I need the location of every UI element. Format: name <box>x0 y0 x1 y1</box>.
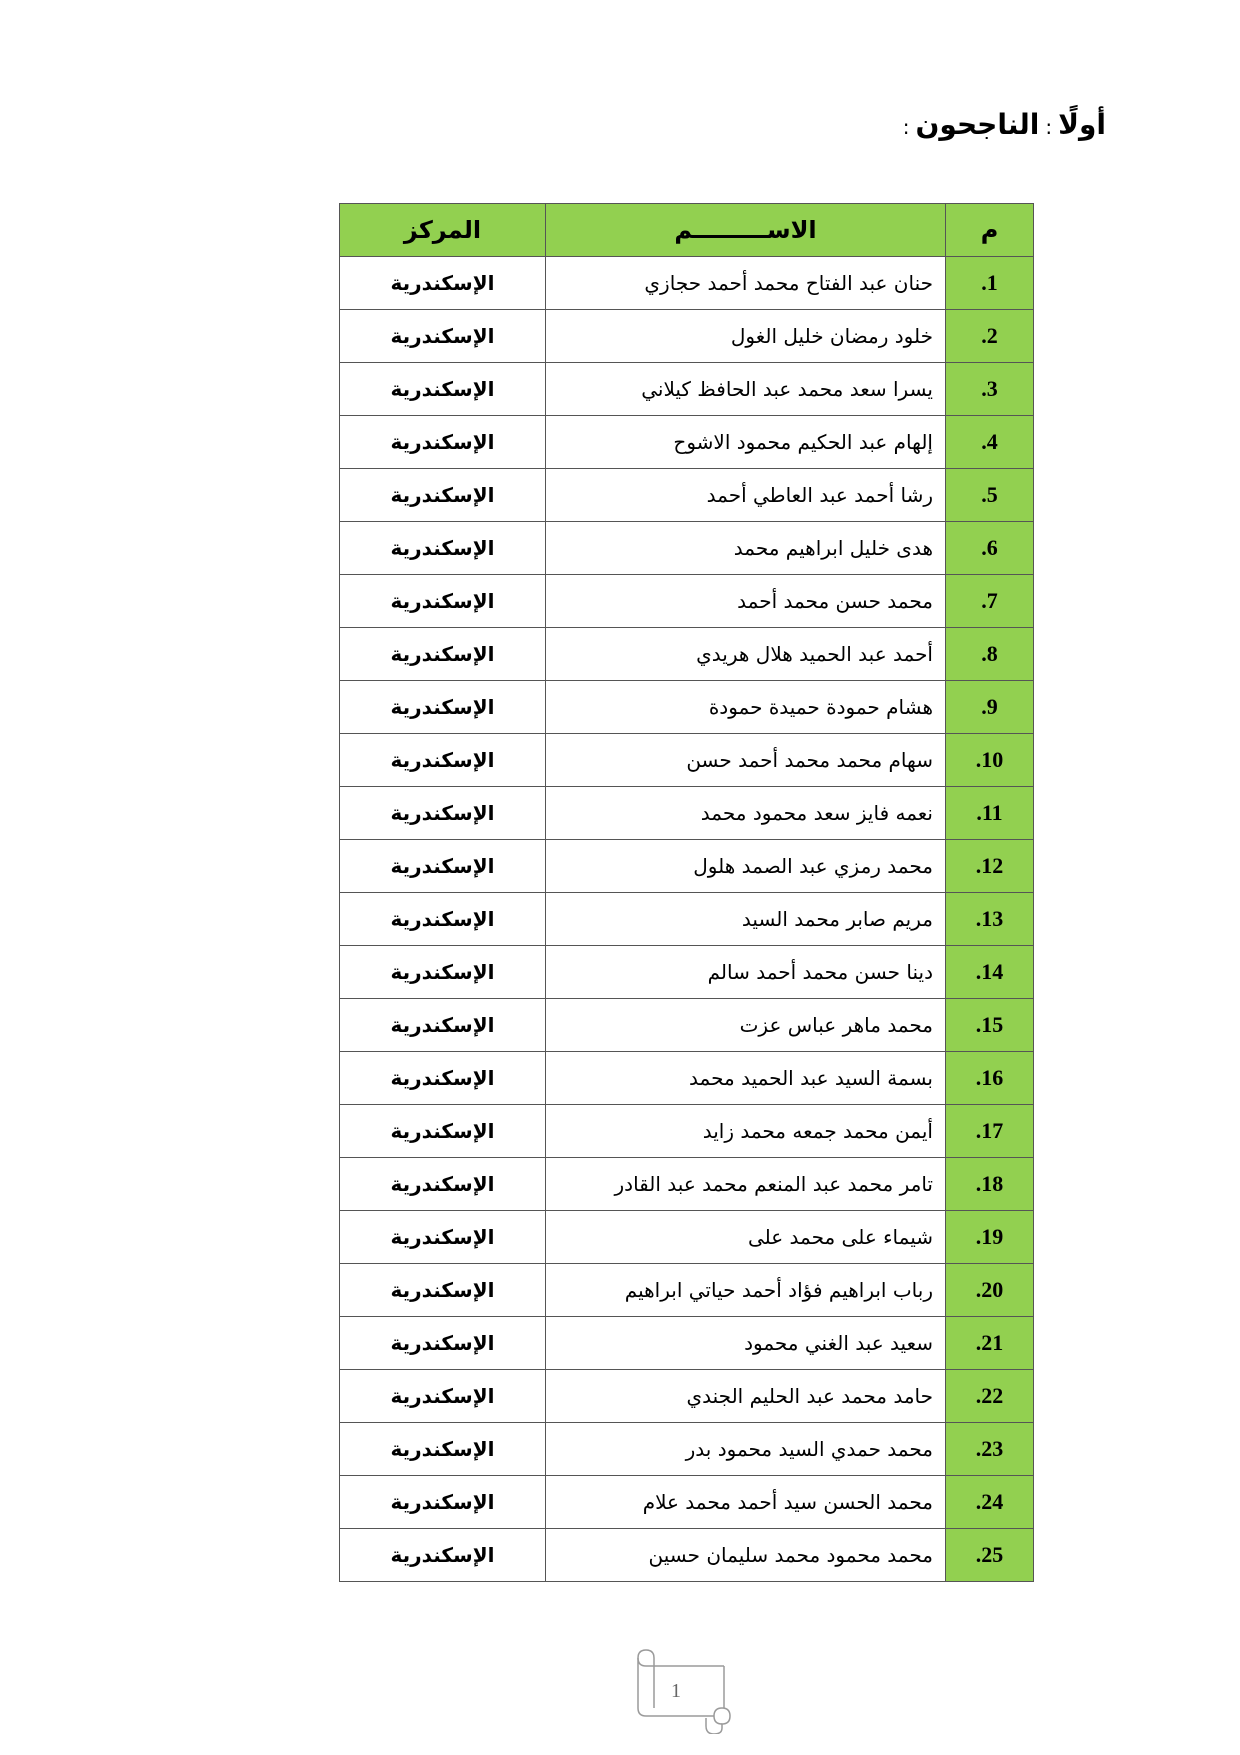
row-center: الإسكندرية <box>340 416 546 469</box>
row-number: 9. <box>946 681 1034 734</box>
row-center: الإسكندرية <box>340 1105 546 1158</box>
table-row <box>340 522 1034 575</box>
table-header-row <box>340 204 1034 257</box>
row-number: 4. <box>946 416 1034 469</box>
table-row <box>340 946 1034 999</box>
row-name: يسرا سعد محمد عبد الحافظ كيلاني <box>546 363 946 416</box>
row-center: الإسكندرية <box>340 1529 546 1582</box>
row-name: سهام محمد محمد أحمد حسن <box>546 734 946 787</box>
row-center: الإسكندرية <box>340 1211 546 1264</box>
row-name: محمد حمدي السيد محمود بدر <box>546 1423 946 1476</box>
header-name: الاســـــــــم <box>546 204 946 257</box>
row-number: 20. <box>946 1264 1034 1317</box>
heading-separator: : <box>1045 115 1053 139</box>
row-name: محمد ماهر عباس عزت <box>546 999 946 1052</box>
row-name: رباب ابراهيم فؤاد أحمد حياتي ابراهيم <box>546 1264 946 1317</box>
row-center: الإسكندرية <box>340 469 546 522</box>
heading-title: الناجحون <box>915 108 1040 141</box>
row-center: الإسكندرية <box>340 257 546 310</box>
row-number: 21. <box>946 1317 1034 1370</box>
row-name: حنان عبد الفتاح محمد أحمد حجازي <box>546 257 946 310</box>
table-row <box>340 1529 1034 1582</box>
table-row <box>340 1317 1034 1370</box>
row-number: 22. <box>946 1370 1034 1423</box>
row-center: الإسكندرية <box>340 522 546 575</box>
row-number: 3. <box>946 363 1034 416</box>
row-name: أحمد عبد الحميد هلال هريدي <box>546 628 946 681</box>
row-name: مريم صابر محمد السيد <box>546 893 946 946</box>
row-number: 23. <box>946 1423 1034 1476</box>
row-number: 17. <box>946 1105 1034 1158</box>
row-name: نعمه فايز سعد محمود محمد <box>546 787 946 840</box>
row-name: أيمن محمد جمعه محمد زايد <box>546 1105 946 1158</box>
table-row <box>340 1158 1034 1211</box>
row-name: شيماء على محمد على <box>546 1211 946 1264</box>
row-name: حامد محمد عبد الحليم الجندي <box>546 1370 946 1423</box>
row-center: الإسكندرية <box>340 1370 546 1423</box>
row-name: محمد حسن محمد أحمد <box>546 575 946 628</box>
table-row <box>340 734 1034 787</box>
row-number: 8. <box>946 628 1034 681</box>
table-row <box>340 1370 1034 1423</box>
row-number: 25. <box>946 1529 1034 1582</box>
table-row <box>340 469 1034 522</box>
table-row <box>340 1211 1034 1264</box>
row-number: 2. <box>946 310 1034 363</box>
table-row <box>340 1476 1034 1529</box>
row-center: الإسكندرية <box>340 840 546 893</box>
row-number: 18. <box>946 1158 1034 1211</box>
row-number: 19. <box>946 1211 1034 1264</box>
table-row <box>340 1423 1034 1476</box>
row-number: 10. <box>946 734 1034 787</box>
row-number: 1. <box>946 257 1034 310</box>
table-row <box>340 893 1034 946</box>
table-row <box>340 681 1034 734</box>
row-name: دينا حسن محمد أحمد سالم <box>546 946 946 999</box>
table-row <box>340 310 1034 363</box>
table-body <box>340 257 1034 1582</box>
row-name: محمد الحسن سيد أحمد محمد علام <box>546 1476 946 1529</box>
table-row <box>340 840 1034 893</box>
table-row <box>340 575 1034 628</box>
row-number: 16. <box>946 1052 1034 1105</box>
row-name: خلود رمضان خليل الغول <box>546 310 946 363</box>
row-name: هدى خليل ابراهيم محمد <box>546 522 946 575</box>
heading-suffix: : <box>902 115 910 139</box>
row-name: إلهام عبد الحكيم محمود الاشوح <box>546 416 946 469</box>
row-center: الإسكندرية <box>340 310 546 363</box>
row-center: الإسكندرية <box>340 1423 546 1476</box>
heading-prefix: أولًا <box>1058 108 1106 141</box>
row-center: الإسكندرية <box>340 1052 546 1105</box>
row-center: الإسكندرية <box>340 1476 546 1529</box>
table-row <box>340 628 1034 681</box>
row-name: هشام حمودة حميدة حمودة <box>546 681 946 734</box>
row-center: الإسكندرية <box>340 893 546 946</box>
table-row <box>340 416 1034 469</box>
row-number: 15. <box>946 999 1034 1052</box>
table-row <box>340 999 1034 1052</box>
page-number: 1 <box>671 1680 681 1702</box>
table-row <box>340 1264 1034 1317</box>
section-heading <box>903 108 1106 141</box>
row-center: الإسكندرية <box>340 681 546 734</box>
row-number: 11. <box>946 787 1034 840</box>
results-table <box>339 203 1034 1582</box>
row-number: 13. <box>946 893 1034 946</box>
table-row <box>340 257 1034 310</box>
row-center: الإسكندرية <box>340 734 546 787</box>
table-row <box>340 1105 1034 1158</box>
table-row <box>340 787 1034 840</box>
row-center: الإسكندرية <box>340 1158 546 1211</box>
row-center: الإسكندرية <box>340 787 546 840</box>
header-center: المركز <box>340 204 546 257</box>
row-number: 12. <box>946 840 1034 893</box>
table-row <box>340 1052 1034 1105</box>
row-center: الإسكندرية <box>340 575 546 628</box>
header-number: م <box>946 204 1034 257</box>
row-name: سعيد عبد الغني محمود <box>546 1317 946 1370</box>
page-number-scroll <box>624 1648 734 1734</box>
row-number: 7. <box>946 575 1034 628</box>
row-number: 5. <box>946 469 1034 522</box>
row-name: بسمة السيد عبد الحميد محمد <box>546 1052 946 1105</box>
row-center: الإسكندرية <box>340 999 546 1052</box>
row-number: 14. <box>946 946 1034 999</box>
row-number: 24. <box>946 1476 1034 1529</box>
row-name: رشا أحمد عبد العاطي أحمد <box>546 469 946 522</box>
row-name: محمد محمود محمد سليمان حسين <box>546 1529 946 1582</box>
row-number: 6. <box>946 522 1034 575</box>
table-row <box>340 363 1034 416</box>
row-center: الإسكندرية <box>340 1317 546 1370</box>
row-center: الإسكندرية <box>340 628 546 681</box>
row-name: محمد رمزي عبد الصمد هلول <box>546 840 946 893</box>
row-center: الإسكندرية <box>340 1264 546 1317</box>
row-center: الإسكندرية <box>340 946 546 999</box>
row-name: تامر محمد عبد المنعم محمد عبد القادر <box>546 1158 946 1211</box>
row-center: الإسكندرية <box>340 363 546 416</box>
